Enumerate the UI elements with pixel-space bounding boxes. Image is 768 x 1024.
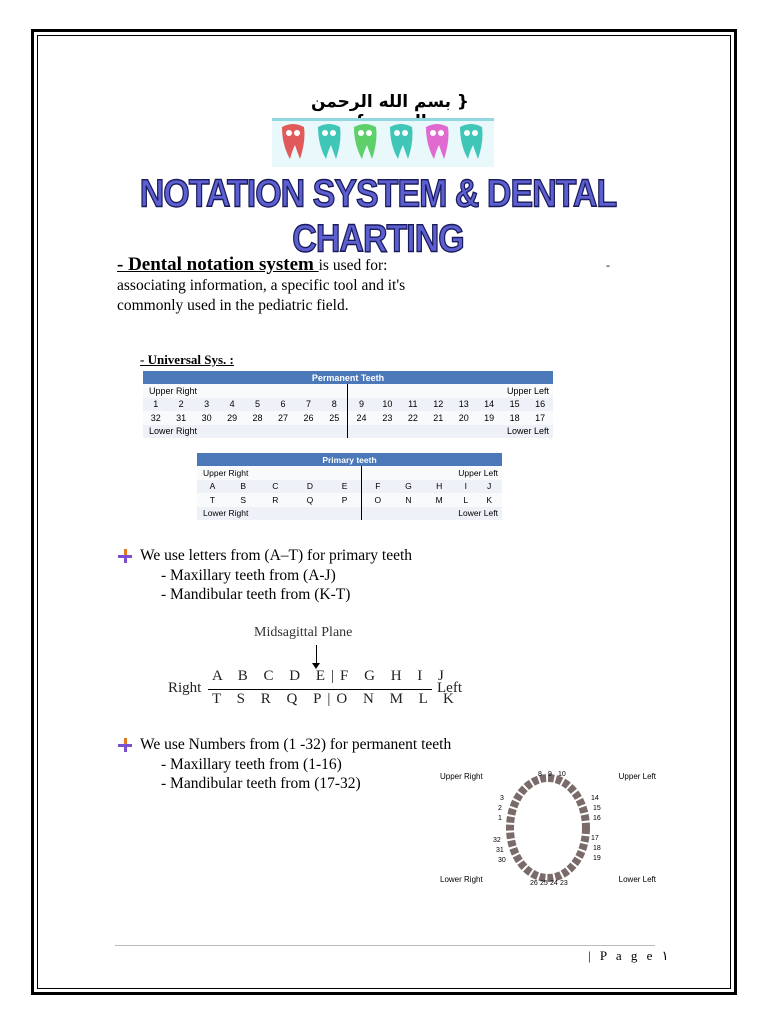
primary-teeth-table bbox=[197, 453, 502, 520]
midsagittal-bottom-row: T S R Q P|O N M L K bbox=[212, 691, 460, 707]
tooth-cell: 12 bbox=[426, 398, 451, 412]
prim-upper-left-label: Upper Left bbox=[362, 466, 502, 480]
svg-text:9: 9 bbox=[548, 771, 552, 778]
basmala-heading: { بسم الله الرحمن bbox=[310, 92, 470, 112]
tooth-cell: 3 bbox=[194, 398, 219, 412]
svg-text:1: 1 bbox=[498, 815, 502, 822]
svg-text:14: 14 bbox=[591, 795, 599, 802]
bullet-text: We use Numbers from (1 -32) for permanent teeth bbox=[140, 736, 452, 753]
tooth-cell: 32 bbox=[143, 411, 168, 425]
page-footer: | P a g e ١ bbox=[588, 948, 669, 963]
tooth-cell: 23 bbox=[375, 411, 400, 425]
tooth-cell: 16 bbox=[527, 398, 553, 412]
tooth-cell: 1 bbox=[143, 398, 168, 412]
svg-text:18: 18 bbox=[593, 845, 601, 852]
svg-text:24: 24 bbox=[550, 880, 558, 887]
tooth-cell: 4 bbox=[219, 398, 244, 412]
svg-text:8: 8 bbox=[538, 771, 542, 778]
tooth-cell: 24 bbox=[348, 411, 375, 425]
prim-upper-right-label: Upper Right bbox=[197, 466, 362, 480]
tooth-cell: T bbox=[197, 493, 228, 507]
tooth-cell: R bbox=[259, 493, 292, 507]
bullet-text: We use letters from (A–T) for primary teeth bbox=[140, 547, 413, 564]
permanent-table-title: Permanent Teeth bbox=[143, 371, 553, 384]
tooth-cell: M bbox=[423, 493, 455, 507]
tooth-cell: 29 bbox=[219, 411, 244, 425]
intro-lead: - Dental notation system bbox=[117, 254, 319, 275]
tooth-cell: 17 bbox=[527, 411, 553, 425]
tooth-cell: J bbox=[476, 480, 502, 494]
arch-lower-right: Lower Right bbox=[440, 875, 483, 884]
bullet-sub: - Mandibular teeth from (K-T) bbox=[161, 586, 351, 603]
tooth-cell: 2 bbox=[168, 398, 193, 412]
svg-text:30: 30 bbox=[498, 857, 506, 864]
teeth-banner-image bbox=[272, 118, 494, 167]
tooth-cell: H bbox=[423, 480, 455, 494]
midsagittal-top-row: A B C D E|F G H I J bbox=[212, 668, 450, 684]
arch-lower-left: Lower Left bbox=[618, 875, 656, 884]
intro-paragraph bbox=[117, 255, 437, 316]
svg-text:16: 16 bbox=[593, 815, 601, 822]
svg-text:26: 26 bbox=[530, 880, 538, 887]
prim-lower-left-label: Lower Left bbox=[362, 507, 502, 521]
svg-text:2: 2 bbox=[498, 805, 502, 812]
tooth-cell: L bbox=[455, 493, 476, 507]
tooth-cell: 28 bbox=[245, 411, 270, 425]
prim-lower-row bbox=[197, 493, 502, 507]
bullet-cross-icon bbox=[118, 549, 132, 563]
midsagittal-label: Midsagittal Plane bbox=[254, 625, 353, 640]
tooth-cell: 21 bbox=[426, 411, 451, 425]
tooth-cell: Q bbox=[292, 493, 328, 507]
perm-upper-row bbox=[143, 398, 553, 412]
svg-text:19: 19 bbox=[593, 855, 601, 862]
tooth-cell: 22 bbox=[400, 411, 425, 425]
svg-text:3: 3 bbox=[500, 795, 504, 802]
perm-lower-right-label: Lower Right bbox=[143, 425, 348, 439]
tooth-cell: O bbox=[362, 493, 394, 507]
tooth-cell: D bbox=[292, 480, 328, 494]
tooth-cell: C bbox=[259, 480, 292, 494]
intro-text: is used for: associating information, a specific tool and it's commonly used in the pediatric field. bbox=[117, 257, 406, 314]
tooth-cell: 15 bbox=[502, 398, 527, 412]
tooth-cell: 7 bbox=[296, 398, 321, 412]
tooth-cell: P bbox=[328, 493, 362, 507]
tooth-cell: 31 bbox=[168, 411, 193, 425]
tooth-cell: 13 bbox=[451, 398, 476, 412]
primary-letters-bullet bbox=[118, 546, 412, 605]
perm-lower-left-label: Lower Left bbox=[348, 425, 553, 439]
tooth-cell: E bbox=[328, 480, 362, 494]
permanent-teeth-table bbox=[143, 371, 553, 438]
svg-text:17: 17 bbox=[591, 835, 599, 842]
tooth-cell: 5 bbox=[245, 398, 270, 412]
tooth-cell: A bbox=[197, 480, 228, 494]
tooth-cell: N bbox=[394, 493, 424, 507]
bullet-sub: - Maxillary teeth from (A-J) bbox=[161, 566, 336, 584]
svg-text:31: 31 bbox=[496, 847, 504, 854]
tooth-cell: 25 bbox=[321, 411, 348, 425]
tooth-cell: 18 bbox=[502, 411, 527, 425]
tooth-cell: 9 bbox=[348, 398, 375, 412]
tooth-cell: 26 bbox=[296, 411, 321, 425]
perm-upper-right-label: Upper Right bbox=[143, 384, 348, 398]
tooth-cell: 8 bbox=[321, 398, 348, 412]
tooth-cell: G bbox=[394, 480, 424, 494]
tooth-cell: 27 bbox=[270, 411, 295, 425]
footer-rule bbox=[115, 945, 655, 946]
primary-table-title: Primary teeth bbox=[197, 453, 502, 466]
prim-lower-right-label: Lower Right bbox=[197, 507, 362, 521]
bullet-sub: - Maxillary teeth from (1-16) bbox=[161, 755, 342, 773]
midsagittal-rule bbox=[208, 689, 432, 690]
svg-text:23: 23 bbox=[560, 880, 568, 887]
permanent-numbers-bullet bbox=[118, 735, 451, 794]
tooth-cell: 30 bbox=[194, 411, 219, 425]
tooth-cell: S bbox=[228, 493, 259, 507]
universal-heading: - Universal Sys. : bbox=[140, 352, 234, 367]
tooth-cell: 20 bbox=[451, 411, 476, 425]
prim-upper-row bbox=[197, 480, 502, 494]
arch-teeth-icon bbox=[438, 768, 658, 890]
arch-upper-left: Upper Left bbox=[618, 772, 656, 781]
midsagittal-left: Left bbox=[437, 680, 462, 696]
perm-lower-row bbox=[143, 411, 553, 425]
tooth-cell: 14 bbox=[476, 398, 501, 412]
perm-upper-left-label: Upper Left bbox=[348, 384, 553, 398]
side-dash: - bbox=[606, 258, 610, 272]
tooth-cell: I bbox=[455, 480, 476, 494]
dental-arch-diagram bbox=[438, 768, 658, 890]
svg-text:15: 15 bbox=[593, 805, 601, 812]
tooth-cell: B bbox=[228, 480, 259, 494]
midsagittal-right: Right bbox=[168, 680, 202, 696]
tooth-cell: 19 bbox=[476, 411, 501, 425]
tooth-cell: K bbox=[476, 493, 502, 507]
arch-upper-right: Upper Right bbox=[440, 772, 483, 781]
bullet-cross-icon bbox=[118, 738, 132, 752]
tooth-cell: F bbox=[362, 480, 394, 494]
tooth-cell: 10 bbox=[375, 398, 400, 412]
tooth-cell: 11 bbox=[400, 398, 425, 412]
svg-text:25: 25 bbox=[540, 880, 548, 887]
bullet-sub: - Mandibular teeth from (17-32) bbox=[161, 775, 361, 792]
page-title: NOTATION SYSTEM & DENTAL CHARTING bbox=[139, 172, 617, 261]
svg-text:32: 32 bbox=[493, 837, 501, 844]
tooth-cell: 6 bbox=[270, 398, 295, 412]
svg-text:10: 10 bbox=[558, 771, 566, 778]
